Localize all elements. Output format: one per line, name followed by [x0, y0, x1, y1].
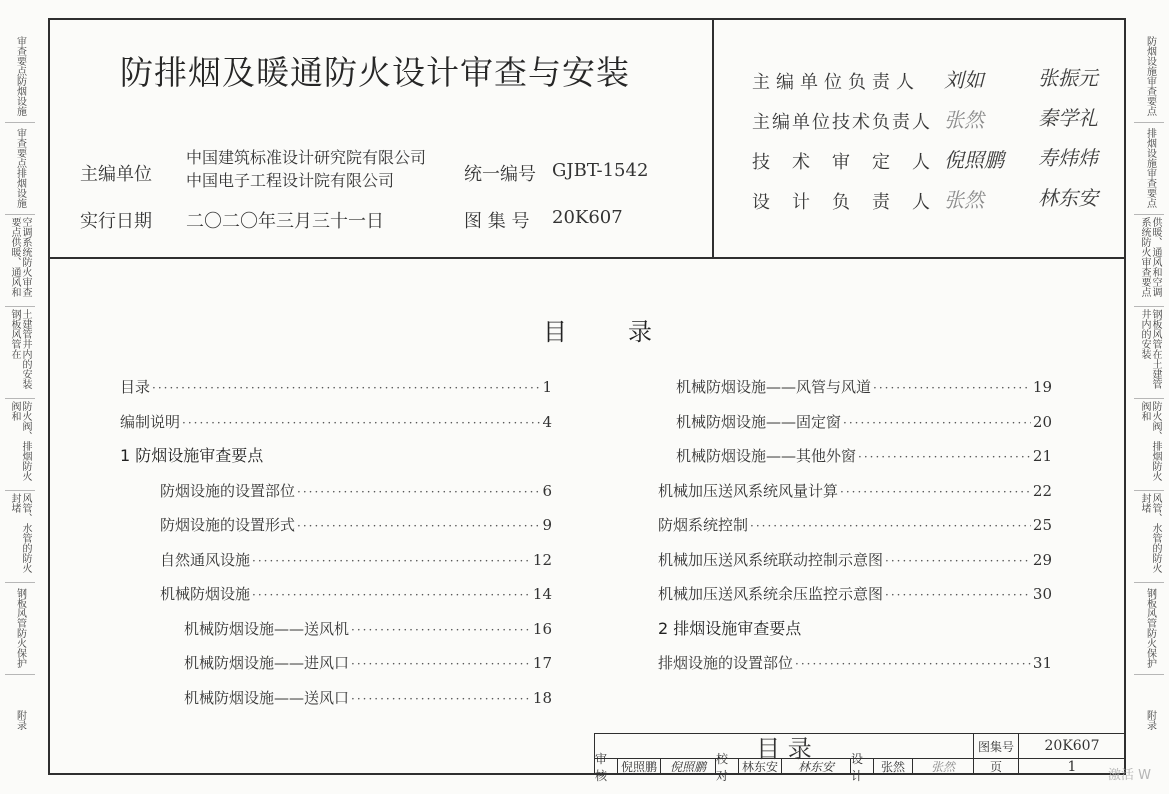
left-index-tab-label: 风管、水管的防火封堵 [9, 493, 31, 573]
signature-1a: 刘如 [944, 68, 984, 92]
toc-entry-page: 19 [1032, 378, 1052, 396]
toc-entry-label: 机械加压送风系统风量计算 [658, 481, 839, 500]
left-index-tab-divider [5, 398, 35, 399]
toc-leader-dots [252, 554, 531, 568]
toc-entry[interactable] [658, 652, 1052, 673]
effective-date: 二〇二〇年三月三十一日 [186, 211, 384, 232]
review-signature: 倪照鹏 [660, 758, 716, 775]
check-label: 校对 [715, 758, 739, 775]
toc-entry-label: 防烟设施的设置形式 [160, 516, 296, 534]
toc-section-heading: 1 防烟设施审查要点 [120, 446, 264, 465]
toc-leader-dots [252, 588, 531, 602]
design-label: 设计 [850, 758, 874, 775]
left-index-tab-label: 钢板风管防火保护 [14, 588, 26, 668]
left-index-tab-3[interactable] [0, 214, 40, 306]
right-index-tab-divider [1134, 122, 1164, 123]
toc-entry-label: 防烟设施的设置部位 [160, 481, 296, 500]
right-index-tab-3[interactable] [1130, 214, 1169, 306]
right-index-tab-label: 排烟设施审查要点 [1144, 128, 1156, 208]
toc-entry-page: 6 [542, 481, 552, 500]
toc-entry[interactable] [658, 480, 1052, 501]
toc-entry-label: 编制说明 [120, 412, 181, 431]
left-index-tab-7[interactable] [0, 582, 40, 674]
toc-entry-label: 机械防烟设施——其他外窗 [676, 447, 857, 465]
left-index-tab-4[interactable] [0, 306, 40, 398]
toc-entry-page: 4 [542, 412, 552, 431]
toc-entry-page: 29 [1032, 550, 1052, 569]
signature-3b: 寿炜炜 [1038, 146, 1098, 170]
editor-label: 主编单位 [80, 164, 152, 185]
left-index-tab-divider [5, 582, 35, 583]
signature-2b: 秦学礼 [1038, 106, 1098, 130]
atlas-no-label: 图 集 号 [464, 211, 530, 232]
toc-entry-page: 25 [1032, 516, 1052, 534]
left-index-tab-2[interactable] [0, 122, 40, 214]
toc-leader-dots [351, 657, 531, 671]
toc-entry-page: 17 [532, 654, 552, 672]
toc-entry-label: 机械加压送风系统联动控制示意图 [658, 550, 884, 569]
title-block [594, 733, 1126, 783]
toc-entry-label: 机械防烟设施 [160, 585, 251, 603]
sig-role-1: 主编单位负责人 [752, 72, 920, 93]
right-index-tab-divider [1134, 214, 1164, 215]
signature-4a: 张然 [944, 188, 984, 212]
right-index-tab-label: 风管、水管的防火封堵 [1139, 493, 1161, 573]
toc-leader-dots [858, 450, 1031, 464]
activation-watermark: 激活 W [1108, 768, 1151, 783]
right-index-tab-8[interactable] [1130, 674, 1169, 766]
toc-entry[interactable] [120, 376, 552, 397]
review-label: 审核 [594, 758, 618, 775]
toc-entry-page: 31 [1032, 654, 1052, 672]
right-index-tab-label: 附录 [1144, 710, 1156, 730]
toc-entry[interactable] [184, 687, 552, 708]
title-block-atlas-no: 20K607 [1018, 733, 1126, 759]
check-name: 林东安 [738, 758, 782, 775]
date-label: 实行日期 [80, 211, 152, 232]
left-index-tab-label: 审查要点排烟设施 [14, 128, 26, 208]
signature-2a: 张然 [944, 108, 984, 132]
right-index-tab-divider [1134, 306, 1164, 307]
sig-role-2: 主编单位技术负责人 [752, 112, 932, 133]
review-name: 倪照鹏 [617, 758, 661, 775]
toc-section-heading: 2 排烟设施审查要点 [658, 618, 802, 638]
toc-entry[interactable] [676, 445, 1052, 466]
toc-leader-dots [840, 485, 1031, 499]
toc-entry[interactable] [160, 583, 552, 604]
toc-entry[interactable] [676, 411, 1052, 432]
toc-entry[interactable] [184, 652, 552, 673]
unified-no-label: 统一编号 [464, 164, 536, 185]
design-name: 张然 [873, 758, 913, 775]
right-index-tab-2[interactable] [1130, 122, 1169, 214]
toc-entry-label: 机械防烟设施——送风机 [184, 619, 350, 638]
toc-leader-dots [152, 381, 540, 395]
right-index-tab-label: 供暖、通风和空调系统防火审查要点 [1139, 217, 1161, 297]
toc-entry-label: 机械防烟设施——固定窗 [676, 412, 842, 431]
right-index-tab-label: 钢板风管在土建管井内的安装 [1139, 309, 1161, 389]
right-index-tab-7[interactable] [1130, 582, 1169, 674]
editor-org-2: 中国电子工程设计院有限公司 [186, 171, 395, 190]
left-index-tab-label: 空调系统防火审查要点供暖、通风和 [9, 217, 31, 297]
right-index-tab-divider [1134, 490, 1164, 491]
toc-entry[interactable] [160, 480, 552, 501]
left-index-tab-divider [5, 214, 35, 215]
toc-entry-page: 9 [542, 516, 552, 534]
toc-entry-label: 机械防烟设施——送风口 [184, 688, 350, 707]
title-block-atlas-label: 图集号 [973, 733, 1019, 759]
toc-leader-dots [297, 519, 540, 533]
signature-4b: 林东安 [1038, 186, 1098, 210]
toc-leader-dots [750, 519, 1031, 533]
left-index-tab-6[interactable] [0, 490, 40, 582]
right-index-tab-divider [1134, 582, 1164, 583]
toc-entry-page: 18 [532, 688, 552, 707]
right-index-tab-label: 防火阀、排烟防火阀和 [1139, 401, 1161, 481]
page-number: 1 [1018, 758, 1126, 775]
right-index-tab-label: 防烟设施审查要点 [1144, 36, 1156, 116]
toc-entry-page: 16 [532, 619, 552, 638]
left-index-tab-1[interactable] [0, 30, 40, 122]
toc-entry[interactable] [160, 514, 552, 535]
right-index-tab-1[interactable] [1130, 30, 1169, 122]
toc-entry[interactable] [184, 618, 552, 639]
design-signature: 张然 [912, 758, 974, 775]
toc-leader-dots [873, 381, 1031, 395]
right-index-tab-label: 钢板风管防火保护 [1144, 588, 1156, 668]
title-block-name: 目 录 [594, 733, 974, 759]
toc-entry-label: 自然通风设施 [160, 550, 251, 569]
toc-entry[interactable] [120, 411, 552, 432]
left-index-tab-divider [5, 306, 35, 307]
toc-entry-page: 20 [1032, 412, 1052, 431]
left-index-tab-8[interactable] [0, 674, 40, 766]
check-signature: 林东安 [781, 758, 851, 775]
toc-entry-page: 14 [532, 585, 552, 603]
toc-entry[interactable] [658, 514, 1052, 535]
toc-entry[interactable] [160, 549, 552, 570]
toc-leader-dots [885, 588, 1031, 602]
editor-org-1: 中国建筑标准设计研究院有限公司 [186, 148, 427, 167]
unified-no: GJBT-1542 [552, 160, 649, 181]
toc-title-left: 目 [543, 318, 567, 346]
left-index-tab-label: 审查要点防烟设施 [14, 36, 26, 116]
toc-leader-dots [843, 416, 1031, 430]
left-index-tab-label: 防火阀、排烟防火阀和 [9, 401, 31, 481]
right-index-tab-divider [1134, 674, 1164, 675]
toc-entry[interactable] [676, 376, 1052, 397]
toc-entry-label: 机械防烟设施——风管与风道 [676, 378, 872, 396]
header-divider [712, 18, 714, 258]
left-index-tab-divider [5, 674, 35, 675]
toc-entry-label: 排烟设施的设置部位 [658, 654, 794, 672]
toc-entry-label: 目录 [120, 378, 151, 396]
toc-title-right: 录 [628, 318, 652, 346]
right-index-tab-divider [1134, 398, 1164, 399]
toc-entry-page: 30 [1032, 585, 1052, 603]
atlas-no: 20K607 [552, 207, 623, 228]
right-index-tab-4[interactable] [1130, 306, 1169, 398]
signature-3a: 倪照鹏 [944, 148, 1004, 172]
toc-entry-label: 防烟系统控制 [658, 516, 749, 534]
left-index-tab-5[interactable] [0, 398, 40, 490]
toc-entry-page: 12 [532, 550, 552, 569]
page-label: 页 [973, 758, 1019, 775]
header-bottom-line [48, 257, 1126, 259]
sig-role-3: 技术审定人 [752, 152, 952, 173]
toc-leader-dots [795, 657, 1031, 671]
toc-entry-label: 机械加压送风系统余压监控示意图 [658, 585, 884, 603]
toc-leader-dots [182, 416, 540, 430]
toc-entry[interactable] [658, 549, 1052, 570]
toc-entry-page: 21 [1032, 447, 1052, 465]
toc-leader-dots [351, 623, 531, 637]
left-index-tab-label: 附录 [14, 710, 26, 730]
toc-leader-dots [885, 554, 1031, 568]
sig-role-4: 设计负责人 [752, 192, 952, 213]
left-index-tab-divider [5, 122, 35, 123]
toc-entry[interactable] [658, 583, 1052, 604]
signature-1b: 张振元 [1038, 66, 1098, 90]
toc-leader-dots [297, 485, 540, 499]
toc-entry-label: 机械防烟设施——进风口 [184, 654, 350, 672]
right-index-tab-5[interactable] [1130, 398, 1169, 490]
toc-entry-page: 22 [1032, 481, 1052, 500]
left-index-tab-label: 土建管井内的安装钢板风管在 [9, 309, 31, 389]
right-index-tab-6[interactable] [1130, 490, 1169, 582]
toc-entry-page: 1 [542, 378, 552, 396]
left-index-tab-divider [5, 490, 35, 491]
toc-leader-dots [351, 692, 531, 706]
atlas-title: 防排烟及暖通防火设计审查与安装 [120, 53, 630, 92]
